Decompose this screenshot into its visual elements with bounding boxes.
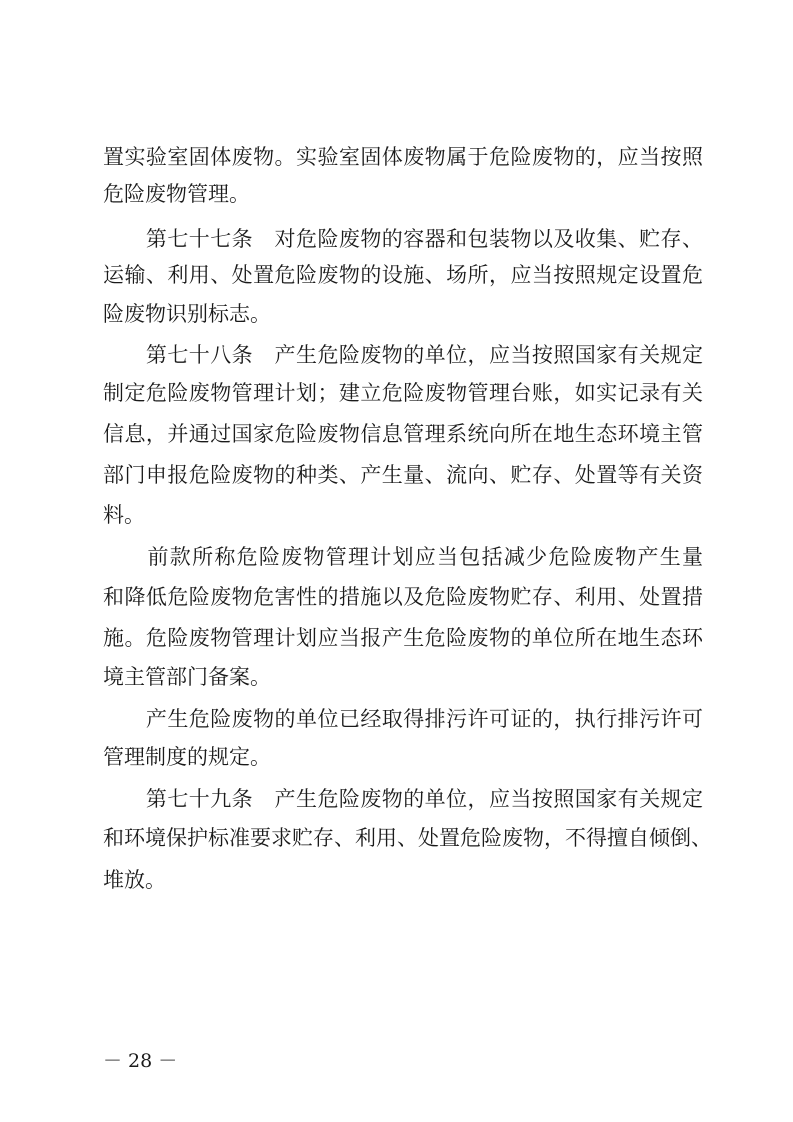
page-number: － 28 － [103,1050,178,1072]
text-line: 险废物识别标志。 [103,302,271,326]
text-line: 产生危险废物的单位已经取得排污许可证的，执行排污许可 [103,707,703,731]
text-line: 危险废物管理。 [103,182,250,206]
text-line: 第七十八条 产生危险废物的单位，应当按照国家有关规定 [103,343,703,367]
text-line: 和环境保护标准要求贮存、利用、处置危险废物，不得擅自倾倒、 [103,826,712,850]
text-line: 料。 [103,503,145,527]
text-line: 前款所称危险废物管理计划应当包括减少危险废物产生量 [103,545,703,569]
text-line: 制定危险废物管理计划；建立危险废物管理台账，如实记录有关 [103,381,703,405]
text-line: 堆放。 [103,868,166,892]
text-line: 运输、利用、处置危险废物的设施、场所，应当按照规定设置危 [103,263,703,287]
text-line: 管理制度的规定。 [103,745,271,769]
text-line: 境主管部门备案。 [103,665,271,689]
text-line: 部门申报危险废物的种类、产生量、流向、贮存、处置等有关资 [103,463,703,487]
text-line: 第七十七条 对危险废物的容器和包装物以及收集、贮存、 [103,227,703,251]
text-line: 和降低危险废物危害性的措施以及危险废物贮存、利用、处置措 [103,585,703,609]
text-line: 第七十九条 产生危险废物的单位，应当按照国家有关规定 [103,787,703,811]
text-line: 信息，并通过国家危险废物信息管理系统向所在地生态环境主管 [103,422,703,446]
text-line: 置实验室固体废物。实验室固体废物属于危险废物的，应当按照 [103,145,703,169]
text-line: 施。危险废物管理计划应当报产生危险废物的单位所在地生态环 [103,626,703,650]
